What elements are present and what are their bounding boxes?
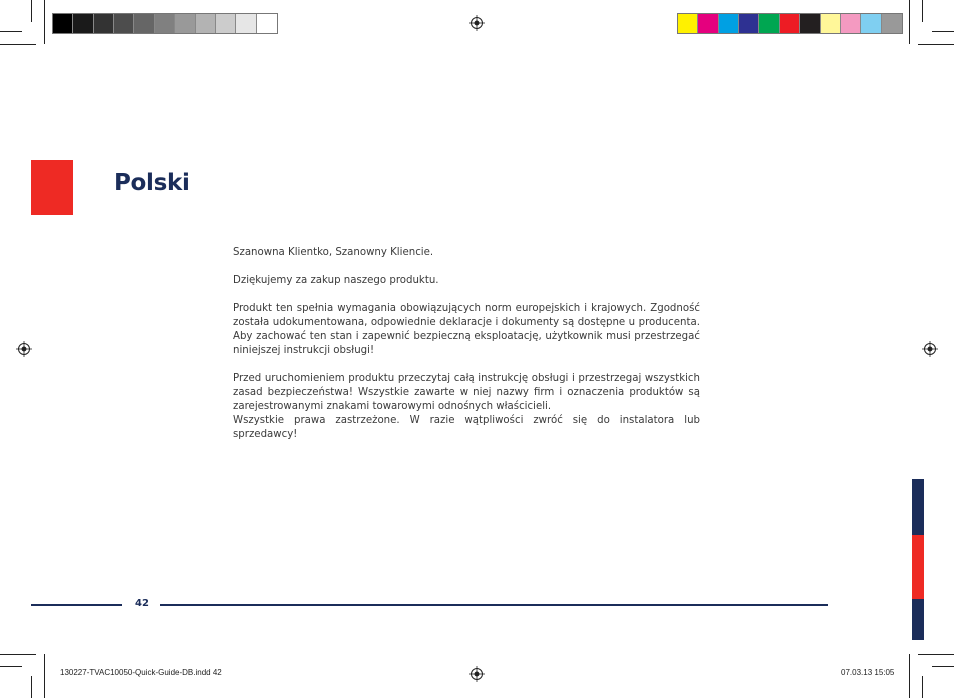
crop-mark [922, 0, 923, 22]
slug-datetime: 07.03.13 15:05 [841, 668, 895, 677]
color-swatch [882, 14, 902, 33]
crop-mark [918, 44, 954, 45]
page-number: 42 [135, 598, 149, 609]
crop-mark [44, 0, 45, 44]
color-swatch [678, 14, 698, 33]
color-swatch [698, 14, 718, 33]
paragraph: Przed uruchomieniem produktu przeczytaj całą instrukcję obsługi i przestrzegaj wszystkich zasad bezpieczeństwa! Wszystkie zawarte w niej nazwy firm i oznaczenia produktów są zarejestrowanymi znakami towarowymi odnośnych właścicieli. [233, 373, 700, 412]
gray-swatch-strip [52, 13, 278, 34]
crop-mark [0, 654, 36, 655]
color-swatch [196, 14, 216, 33]
color-swatch [53, 14, 73, 33]
paragraph: Produkt ten spełnia wymagania obowiązujących norm europejskich i krajowych. Zgodność została udokumentowana, odpowiednie deklaracje i dokumenty są dostępne u producenta. Aby zachować ten stan i zapewnić bezpieczną eksploatację, użytkownik musi przestrzegać niniejszej instrukcji obsługi! [233, 303, 700, 356]
crop-mark [909, 0, 910, 44]
color-swatch [759, 14, 779, 33]
side-tab-navy [912, 479, 924, 535]
crop-mark [932, 31, 954, 32]
crop-mark [918, 654, 954, 655]
registration-mark-icon [922, 341, 938, 357]
paragraph: Wszystkie prawa zastrzeżone. W razie wątpliwości zwróć się do instalatora lub sprzedawcy! [233, 415, 700, 440]
side-tab-navy [912, 599, 924, 640]
color-swatch [719, 14, 739, 33]
crop-mark [922, 676, 923, 698]
crop-mark [0, 44, 36, 45]
color-swatch [216, 14, 236, 33]
color-swatch [114, 14, 134, 33]
color-swatch [841, 14, 861, 33]
crop-mark [0, 31, 22, 32]
footer-rule-right [160, 604, 828, 606]
color-swatch [134, 14, 154, 33]
color-swatch [800, 14, 820, 33]
color-swatch [861, 14, 881, 33]
crop-mark [0, 666, 22, 667]
color-swatch [175, 14, 195, 33]
paragraph: Szanowna Klientko, Szanowny Kliencie. [233, 247, 434, 258]
crop-mark [932, 666, 954, 667]
color-swatch [73, 14, 93, 33]
color-swatch [257, 14, 277, 33]
registration-mark-icon [469, 666, 485, 682]
page-title: Polski [114, 170, 190, 196]
body-text [233, 246, 700, 442]
color-swatch [780, 14, 800, 33]
crop-mark [31, 676, 32, 698]
crop-mark [44, 654, 45, 698]
footer-rule-left [31, 604, 122, 606]
registration-mark-icon [469, 15, 485, 31]
color-swatch [821, 14, 841, 33]
paragraph: Dziękujemy za zakup naszego produktu. [233, 275, 439, 286]
section-marker [31, 160, 73, 215]
slug-filename: 130227-TVAC10050-Quick-Guide-DB.indd 42 [60, 668, 222, 677]
color-swatch [155, 14, 175, 33]
registration-mark-icon [16, 341, 32, 357]
crop-mark [909, 654, 910, 698]
color-swatch [94, 14, 114, 33]
color-swatch [739, 14, 759, 33]
color-swatch-strip [677, 13, 903, 34]
color-swatch [236, 14, 256, 33]
crop-mark [31, 0, 32, 22]
side-tab-red [912, 535, 924, 599]
